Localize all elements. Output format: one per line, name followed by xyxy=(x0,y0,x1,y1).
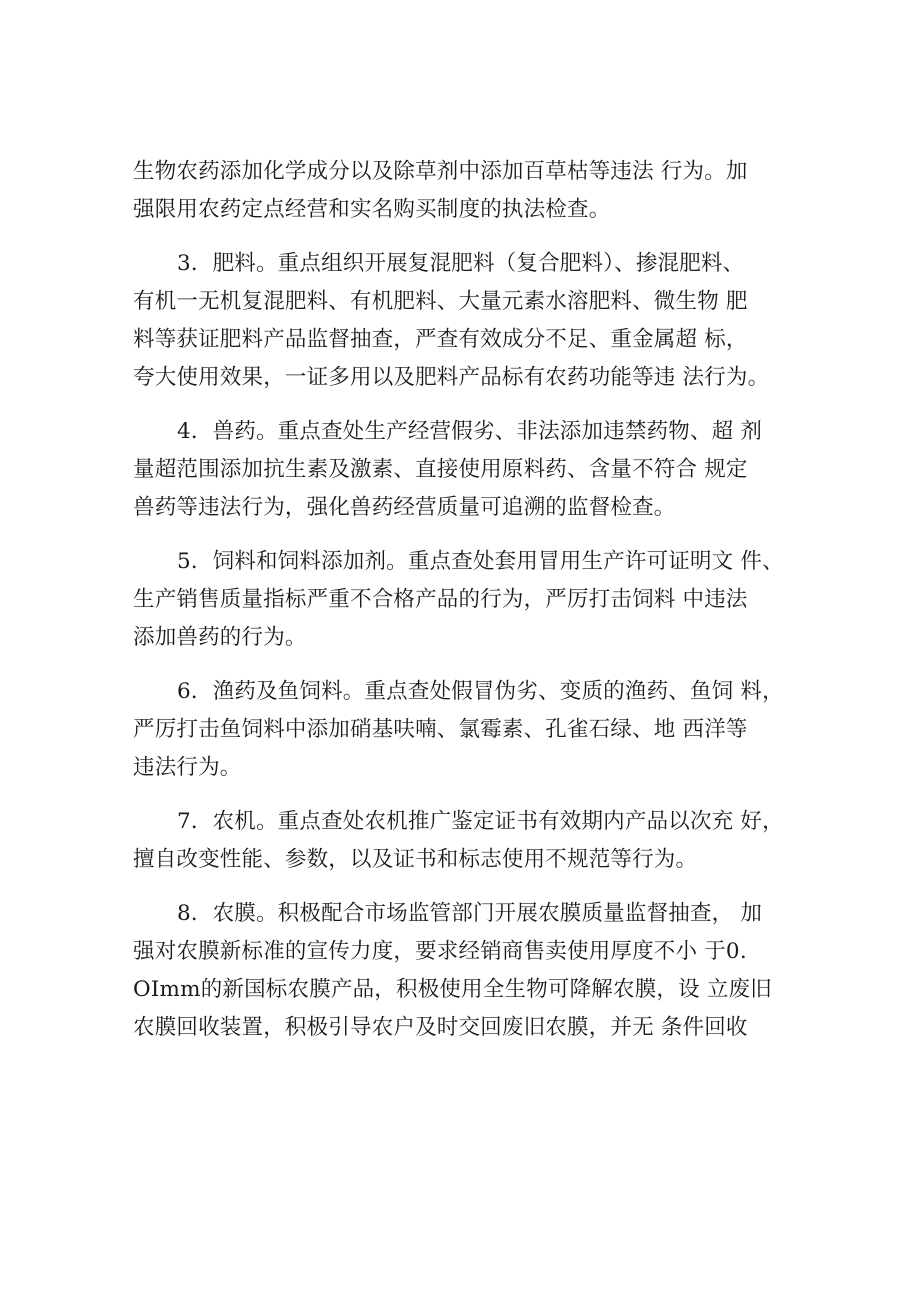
text-line: 农膜回收装置，积极引导农户及时交回废旧农膜，并无 条件回收 xyxy=(133,1015,748,1040)
text-line: 3．肥料。重点组织开展复混肥料（复合肥料）、掺混肥料、 xyxy=(177,251,745,276)
text-line: 量超范围添加抗生素及激素、直接使用原料药、含量不符合 规定 xyxy=(133,457,748,482)
text-line: 添加兽药的行为。 xyxy=(133,625,307,650)
paragraph-fertilizer xyxy=(133,245,801,397)
text-line: 7．农机。重点查处农机推广鉴定证书有效期内产品以次充 好， xyxy=(177,809,784,834)
paragraph-feed xyxy=(133,543,801,657)
document-body xyxy=(133,153,801,1047)
text-line: 有机一无机复混肥料、有机肥料、大量元素水溶肥料、微生物 肥 xyxy=(133,289,748,314)
paragraph-agricultural-film xyxy=(133,895,801,1047)
text-line: 强对农膜新标准的宣传力度，要求经销商售卖使用厚度不小 于0. xyxy=(133,939,747,964)
text-line: 生产销售质量指标严重不合格产品的行为，严厉打击饲料 中违法 xyxy=(133,587,748,612)
text-line: 8．农膜。积极配合市场监管部门开展农膜质量监督抽查， 加 xyxy=(177,901,763,926)
text-line: 料等获证肥料产品监督抽查，严查有效成分不足、重金属超 标， xyxy=(133,327,748,352)
paragraph-fishery-drugs xyxy=(133,673,801,787)
text-line: OImm的新国标农膜产品，积极使用全生物可降解农膜，设 立废旧 xyxy=(133,977,772,1002)
text-line: 强限用农药定点经营和实名购买制度的执法检查。 xyxy=(133,197,611,222)
text-line: 违法行为。 xyxy=(133,755,242,780)
text-line: 严厉打击鱼饲料中添加硝基呋喃、氯霉素、孔雀石绿、地 西洋等 xyxy=(133,717,748,742)
paragraph-continuation xyxy=(133,153,801,229)
text-line: 夸大使用效果，一证多用以及肥料产品标有农药功能等违 法行为。 xyxy=(133,365,770,390)
text-line: 擅自改变性能、参数，以及证书和标志使用不规范等行为。 xyxy=(133,847,698,872)
paragraph-agricultural-machinery xyxy=(133,803,801,879)
text-line: 5．饲料和饲料添加剂。重点查处套用冒用生产许可证明文 件、 xyxy=(177,549,784,574)
paragraph-veterinary-drugs xyxy=(133,413,801,527)
text-line: 生物农药添加化学成分以及除草剂中添加百草枯等违法 行为。加 xyxy=(133,159,748,184)
text-line: 兽药等违法行为，强化兽药经营质量可追溯的监督检查。 xyxy=(133,495,676,520)
text-line: 6．渔药及鱼饲料。重点查处假冒伪劣、变质的渔药、鱼饲 料， xyxy=(177,679,784,704)
text-line: 4．兽药。重点查处生产经营假劣、非法添加违禁药物、超 剂 xyxy=(177,419,763,444)
